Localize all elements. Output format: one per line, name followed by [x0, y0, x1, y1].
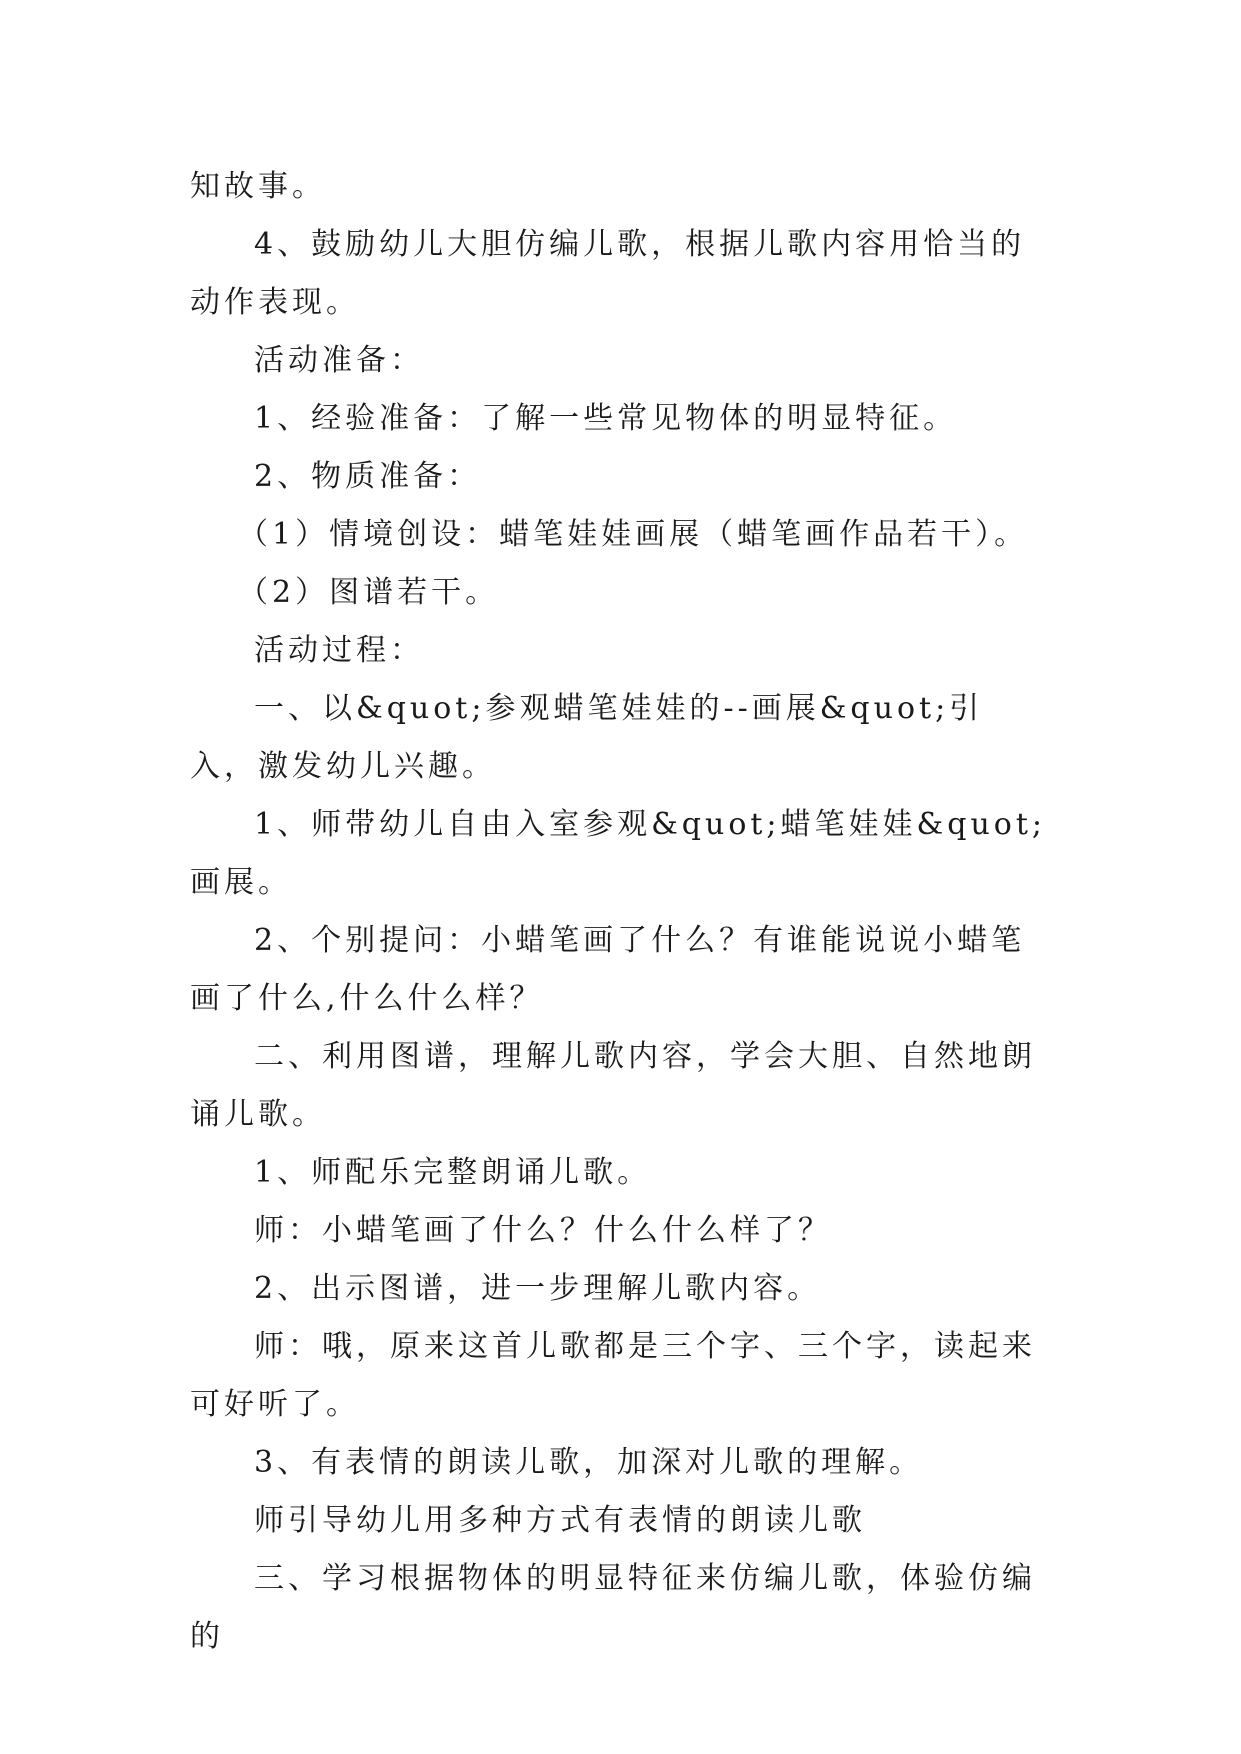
document-body: [190, 158, 1050, 1666]
paragraph: （2）图谱若干。: [238, 575, 500, 610]
paragraph: 师：哦，原来这首儿歌都是三个字、三个字，读起来可好听了。: [190, 1329, 1036, 1422]
paragraph: 4、鼓励幼儿大胆仿编儿歌，根据儿歌内容用恰当的动作表现。: [190, 227, 1026, 320]
paragraph: 知故事。: [190, 169, 326, 204]
paragraph: 1、师配乐完整朗诵儿歌。: [254, 1155, 652, 1190]
paragraph: 三、学习根据物体的明显特征来仿编儿歌，体验仿编的: [190, 1561, 1036, 1654]
paragraph: 3、有表情的朗读儿歌，加深对儿歌的理解。: [254, 1445, 924, 1480]
section-heading: 活动准备：: [254, 343, 424, 378]
paragraph: 2、出示图谱，进一步理解儿歌内容。: [254, 1271, 822, 1306]
section-heading: 活动过程：: [254, 633, 424, 668]
paragraph: 二、利用图谱，理解儿歌内容，学会大胆、自然地朗诵儿歌。: [190, 1039, 1036, 1132]
paragraph: （1）情境创设：蜡笔娃娃画展（蜡笔画作品若干）。: [238, 517, 1029, 552]
paragraph: 1、师带幼儿自由入室参观&quot;蜡笔娃娃&quot;画展。: [190, 807, 1046, 900]
paragraph: 师引导幼儿用多种方式有表情的朗读儿歌: [254, 1503, 866, 1538]
paragraph: 1、经验准备：了解一些常见物体的明显特征。: [254, 401, 958, 436]
paragraph: 师：小蜡笔画了什么？什么什么样了？: [254, 1213, 832, 1248]
paragraph: 一、以&quot;参观蜡笔娃娃的--画展&quot;引入，激发幼儿兴趣。: [190, 691, 984, 784]
paragraph: 2、个别提问：小蜡笔画了什么？有谁能说说小蜡笔画了什么,什么什么样？: [190, 923, 1026, 1016]
paragraph: 2、物质准备：: [254, 459, 482, 494]
